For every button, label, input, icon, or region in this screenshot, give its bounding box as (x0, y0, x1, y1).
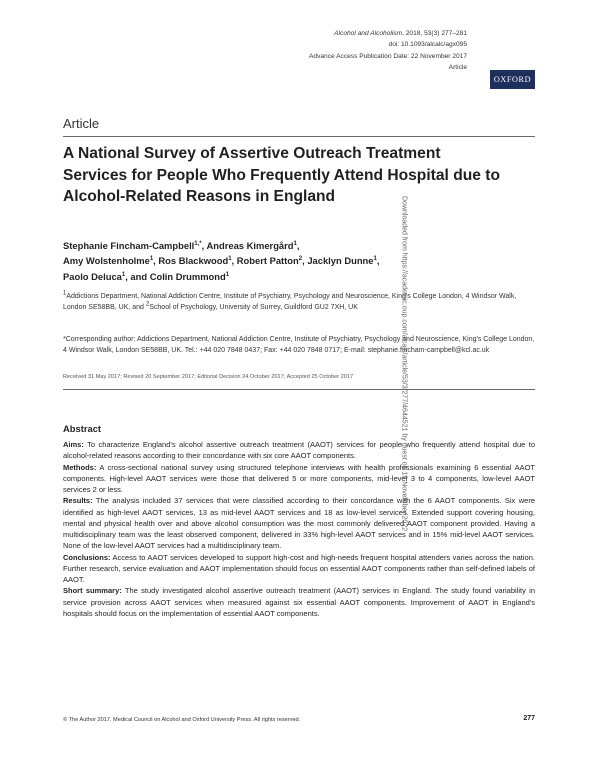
section-text: The analysis included 37 services that were classified according to their concordance with the 6 AAOT components. Six were identified as high-level AAOT services, 13 as mid-level AAOT services and 18 as low-level services. Extended support covering housing, mental and physical health over and above alcohol consumption was the most commonly delivered AAOT component provided. Having a multidisciplinary team was the least observed component, delivered in 33% high-level AAOT services and in 15% mid-level AAOT services. None of the low-level AAOT services had a multidisciplinary team. (63, 496, 535, 551)
author-separator: , (376, 255, 380, 267)
abstract-section-conclusions (63, 552, 535, 586)
journal-citation-line (309, 28, 467, 39)
citation-details: , 2018, 53(3) 277–281 (402, 30, 467, 37)
author-list (63, 238, 533, 284)
journal-header (309, 28, 467, 74)
author (237, 255, 308, 266)
author-affiliation-mark: 1 (293, 240, 297, 247)
author-separator: , (302, 255, 308, 267)
corresponding-author: *Corresponding author: Addictions Department, National Addiction Centre, Institute of Psychiatry, Psychology and Neuroscience, King's College London, 4 Windsor Walk, London SE58BB, UK. Tel.: +44 020 7848 0437; Fax: +44 020 7848 0717; E-mail: stephanie.fincham-campbell@kcl.ac.uk (63, 336, 535, 354)
author (207, 240, 300, 251)
author (63, 240, 207, 251)
author (63, 255, 158, 266)
abstract-section-aims (63, 439, 535, 462)
copyright-notice: © The Author 2017. Medical Council on Alcohol and Oxford University Press. All rights reserved. (63, 717, 301, 723)
section-label: Results: (63, 496, 93, 506)
author-name: Stephanie Fincham-Campbell (63, 240, 195, 251)
header-divider (63, 136, 535, 137)
doi-link[interactable]: doi: 10.1093/alcalc/agx095 (388, 41, 467, 49)
journal-name: Alcohol and Alcoholism (334, 30, 403, 37)
oxford-logo: OXFORD (490, 70, 535, 89)
author-name: Robert Patton (236, 255, 299, 267)
author-affiliation-mark: 1 (228, 256, 232, 263)
author (158, 255, 236, 266)
dates-divider (63, 389, 535, 390)
section-text: Access to AAOT services developed to support high-cost and high-needs frequent hospital attenders varies across the nation. Further research, service evaluation and AAOT implementation should focus on essential AAOT components rather than self-defined labels of AAOT. (63, 552, 535, 584)
affiliation-text: School of Psychology, University of Surrey, Guildford GU2 7XH, UK (149, 303, 358, 311)
article-title: A National Survey of Assertive Outreach Treatment Services for People Who Frequently Attend Hospital due to Alcohol-Related Reasons in England (63, 145, 500, 206)
section-label: Methods: (63, 462, 97, 472)
author-name: Jacklyn Dunne (307, 255, 374, 267)
author-separator: , (231, 255, 237, 267)
abstract-heading: Abstract (63, 423, 102, 434)
section-text: The study investigated alcohol assertive outreach treatment (AAOT) services in England. The study found variability in service provision across AAOT services when measured against six essential AAOT components. Improvement of AAOT in England's hospitals should focus on the implementation of essential AAOT components. (63, 586, 535, 618)
author-name: Amy Wolstenholme (63, 255, 150, 267)
author-name: Colin Drummond (149, 270, 226, 282)
affiliation-mark: 1 (63, 290, 67, 297)
author-name: Andreas Kimergård (206, 240, 294, 251)
author-affiliation-mark: 1 (373, 256, 377, 263)
author-affiliation-mark: 1 (149, 256, 154, 263)
abstract-body (63, 439, 535, 619)
affiliations (63, 292, 535, 313)
author-affiliation-mark: 1,* (194, 240, 202, 247)
author-separator: , and (125, 270, 150, 282)
abstract-section-short-summary (63, 585, 535, 619)
author-affiliation-mark: 1 (225, 271, 230, 278)
affiliation-mark: 2 (145, 301, 150, 308)
author-name: Paolo Deluca (63, 270, 122, 282)
article-dates: Received 31 May 2017; Revised 20 September 2017; Editorial Decision 24 October 2017; Accepted 25 October 2017 (63, 374, 354, 380)
author (150, 271, 229, 282)
header-article-type: Article (448, 64, 467, 72)
access-date: Advance Access Publication Date: 22 November 2017 (309, 52, 467, 60)
abstract-section-methods (63, 462, 535, 496)
article-type-label: Article (63, 116, 100, 131)
section-label: Aims: (63, 440, 84, 449)
abstract-section-results (63, 495, 535, 551)
author-affiliation-mark: 2 (298, 256, 303, 263)
author-separator: , (153, 255, 159, 267)
page-number: 277 (523, 715, 535, 722)
author-separator: , (296, 240, 300, 251)
author (63, 271, 150, 282)
section-text: A cross-sectional national survey using structured telephone interviews with health professionals examining 6 essential AAOT components. High-level AAOT services were those that delivered 5 or more components, mid-level 3 to 4 components, low-level AAOT services 2 or less. (63, 462, 535, 494)
author-separator: , (201, 240, 207, 251)
section-label: Conclusions: (63, 552, 111, 562)
download-watermark: Downloaded from https://academic.oup.com/alcalc/article/53/3/277/4644521 by guest on 16 November 2022 (400, 196, 408, 532)
affiliation-text: Addictions Department, National Addiction Centre, Institute of Psychiatry, Psychology and Neuroscience, King's College London, 4 Windsor Walk, London SE58BB, UK, and (63, 293, 517, 311)
section-label: Short summary: (63, 586, 122, 596)
author-affiliation-mark: 1 (121, 271, 126, 278)
section-text: To characterize England's alcohol assertive outreach treatment (AAOT) services for people who frequently attend hospital due to alcohol-related reasons according to their concordance with six core AAOT components. (63, 440, 535, 461)
author-name: Ros Blackwood (158, 255, 229, 267)
author (307, 255, 379, 266)
